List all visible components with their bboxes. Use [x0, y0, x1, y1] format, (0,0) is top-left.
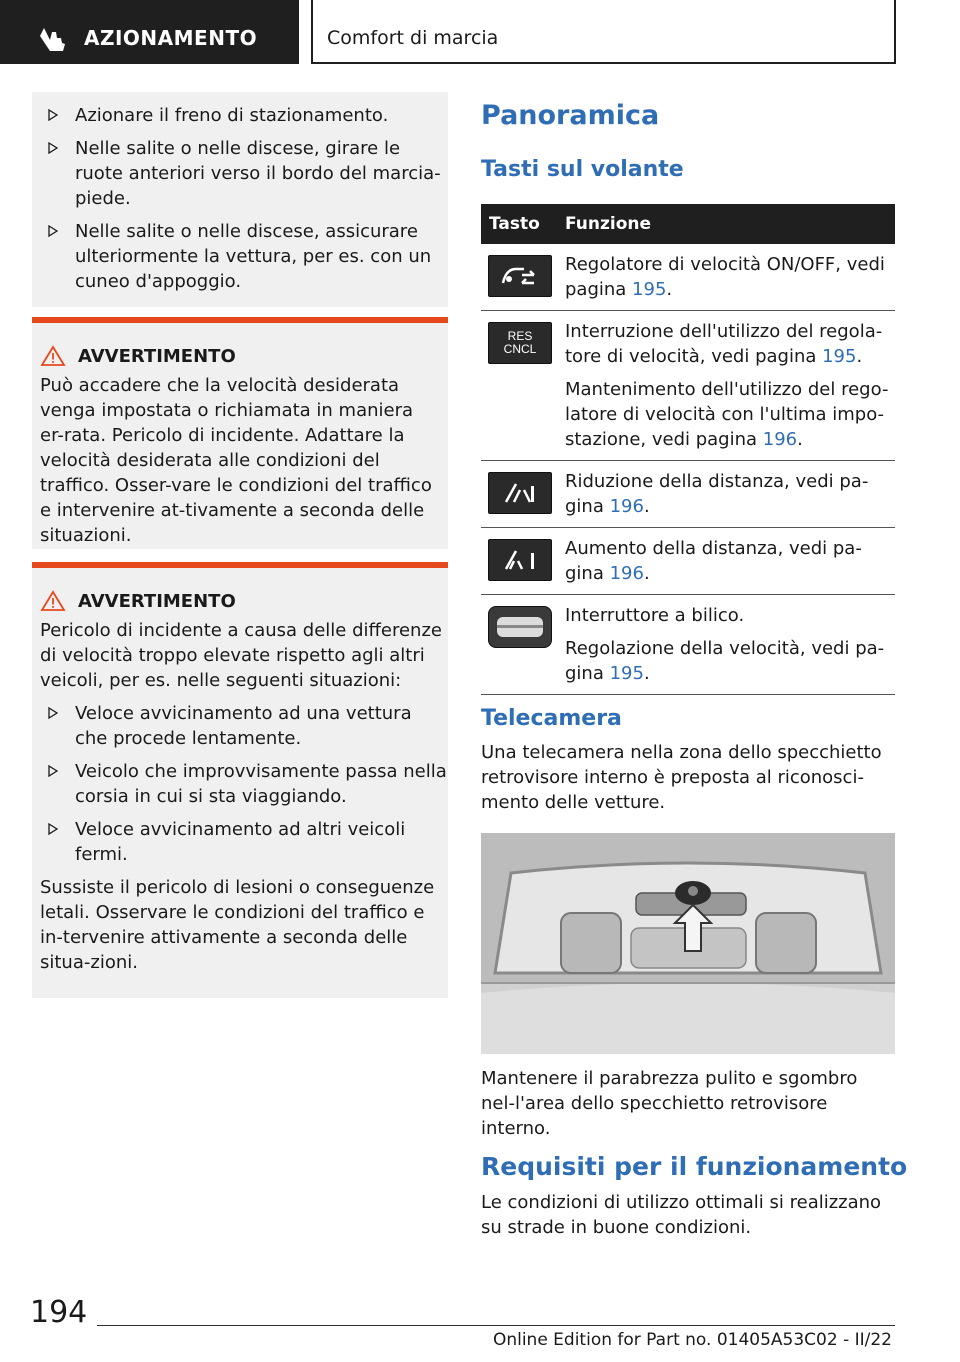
key-cell	[481, 469, 565, 519]
list-item	[32, 759, 448, 809]
column-header-key: Tasto	[489, 214, 540, 234]
column-header-function: Funzione	[565, 214, 652, 234]
res-cncl-icon	[488, 322, 552, 364]
rocker-switch-icon	[488, 606, 552, 648]
warning-intro: Pericolo di incidente a causa delle differenze di velocità troppo elevate rispetto agli altri veicoli, per es. nelle seguenti situazioni:	[40, 620, 442, 691]
list-item	[32, 136, 448, 211]
section-title: AZIONAMENTO	[84, 26, 258, 50]
list-item-text: Veloce avvicinamento ad altri veicoli fermi.	[75, 819, 406, 865]
instruction-box	[32, 92, 448, 307]
list-item-text: Veicolo che improvvisamente passa nella corsia in cui si sta viaggiando.	[75, 761, 447, 807]
requirements-text: Le condizioni di utilizzo ottimali si realizzano su strade in buone condizioni.	[481, 1192, 882, 1238]
function-text: Mantenimento dell'utilizzo del rego-latore di velocità con l'ultima impo-stazione, vedi pagina 196.	[565, 379, 889, 450]
subheading-camera: Telecamera	[481, 706, 622, 731]
warning-title: AVVERTIMENTO	[78, 345, 236, 367]
warning-triangle-icon	[40, 590, 66, 612]
key-cell	[481, 603, 565, 686]
buttons-table	[481, 204, 895, 695]
page-link[interactable]: 196	[762, 429, 798, 450]
page-link[interactable]: 196	[609, 563, 644, 584]
warning-list	[32, 701, 448, 867]
table-row	[481, 461, 895, 528]
table-header	[481, 204, 895, 244]
header-section-tab	[0, 0, 299, 64]
distance-decrease-icon	[488, 472, 552, 514]
key-label: RES	[507, 329, 533, 343]
table-row	[481, 311, 895, 461]
table-row	[481, 528, 895, 595]
chapter-title: Comfort di marcia	[327, 27, 499, 49]
list-item-text: Nelle salite o nelle discese, assicurare ulteriormente la vettura, per es. con un cuneo d'appoggio.	[75, 221, 432, 292]
list-item-text: Azionare il freno di stazionamento.	[75, 105, 389, 126]
camera-text: Una telecamera nella zona dello specchietto retrovisore interno è preposta al riconosci-mento delle vetture.	[481, 742, 882, 813]
function-cell	[565, 536, 895, 586]
function-text: Interruzione dell'utilizzo del regola-tore di velocità, vedi pagina 195.	[565, 321, 883, 367]
list-item	[32, 219, 448, 294]
table-row	[481, 244, 895, 311]
triangle-bullet-icon	[48, 765, 58, 777]
warning-header	[40, 590, 448, 612]
function-text: Aumento della distanza, vedi pa-gina 196.	[565, 538, 862, 584]
warning-text: Può accadere che la velocità desiderata venga impostata o richiamata in maniera er-rata. Pericolo di incidente. Adattare la velocità desiderata alle condizioni del traffico. Osser-vare le condizioni del traffico e intervenire at-tivamente a seconda delle situazioni.	[40, 375, 432, 546]
page-link[interactable]: 195	[609, 663, 644, 684]
function-text: Regolatore di velocità ON/OFF, vedi pagina 195.	[565, 254, 885, 300]
function-text: Interruttore a bilico.	[565, 605, 745, 626]
warning-header	[40, 345, 448, 367]
camera-caption: Mantenere il parabrezza pulito e sgombro nel-l'area dello specchietto retrovisore interno.	[481, 1068, 858, 1139]
warning-outro: Sussiste il pericolo di lesioni o conseguenze letali. Osservare le condizioni del traffico e in-tervenire attivamente a seconda delle situa-zioni.	[40, 877, 435, 973]
key-cell	[481, 252, 565, 302]
function-cell	[565, 319, 895, 452]
key-label: CNCL	[503, 342, 537, 356]
warning-box-2	[32, 562, 448, 998]
warning-triangle-icon	[40, 345, 66, 367]
list-item-text: Nelle salite o nelle discese, girare le ruote anteriori verso il bordo del marcia-piede.	[75, 138, 441, 209]
table-row	[481, 595, 895, 695]
triangle-bullet-icon	[48, 225, 58, 237]
page-link[interactable]: 195	[822, 346, 857, 367]
page-heading: Panoramica	[481, 100, 660, 131]
page-link[interactable]: 196	[609, 496, 644, 517]
footer-divider	[97, 1325, 895, 1326]
subheading-buttons: Tasti sul volante	[481, 157, 684, 182]
warning-box-1	[32, 317, 448, 549]
function-text: Riduzione della distanza, vedi pa-gina 196.	[565, 471, 869, 517]
distance-increase-icon	[488, 539, 552, 581]
cruise-control-icon	[488, 255, 552, 297]
key-cell	[481, 319, 565, 452]
page-number: 194	[30, 1295, 88, 1330]
function-text: Regolazione della velocità, vedi pa-gina 195.	[565, 638, 885, 684]
triangle-bullet-icon	[48, 707, 58, 719]
function-cell	[565, 469, 895, 519]
key-cell	[481, 536, 565, 586]
footer-edition: Online Edition for Part no. 01405A53C02 - II/22	[492, 1330, 892, 1350]
hand-pointer-icon	[36, 24, 70, 52]
triangle-bullet-icon	[48, 823, 58, 835]
instruction-list	[32, 92, 448, 294]
windshield-camera-photo	[481, 833, 895, 1054]
list-item-text: Veloce avvicinamento ad una vettura che procede lentamente.	[75, 703, 412, 749]
triangle-bullet-icon	[48, 142, 58, 154]
subheading-requirements: Requisiti per il funzionamento	[481, 1152, 908, 1181]
function-cell	[565, 252, 895, 302]
function-cell	[565, 603, 895, 686]
list-item	[32, 701, 448, 751]
list-item	[32, 817, 448, 867]
page-link[interactable]: 195	[632, 279, 667, 300]
list-item	[32, 103, 448, 128]
triangle-bullet-icon	[48, 109, 58, 121]
warning-title: AVVERTIMENTO	[78, 590, 236, 612]
